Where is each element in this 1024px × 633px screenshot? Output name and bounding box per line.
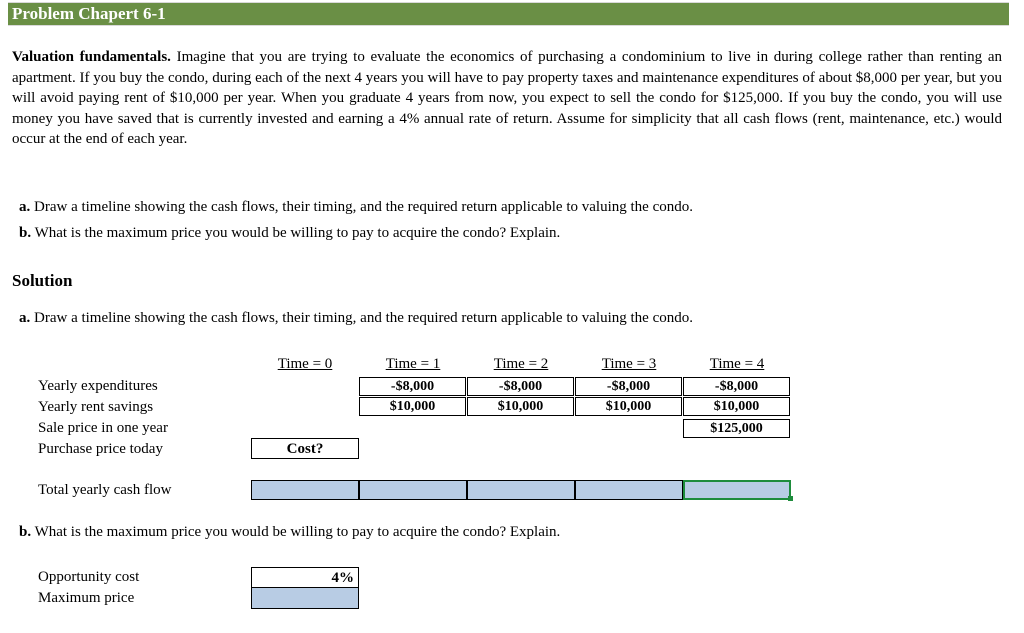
question-b-letter: b. — [19, 225, 32, 241]
solution-b-text: What is the maximum price you would be willing to pay to acquire the condo? Explain. — [31, 524, 561, 540]
timeline-header-4: Time = 4 — [709, 356, 765, 372]
total-cash-flow-cell-1[interactable] — [359, 480, 467, 500]
timeline-header-0: Time = 0 — [277, 356, 333, 372]
timeline-header-1: Time = 1 — [385, 356, 441, 372]
question-a-text: Draw a timeline showing the cash flows, their timing, and the required return applicable to valuing the condo. — [30, 199, 693, 215]
label-purchase-price: Purchase price today — [38, 441, 163, 457]
label-yearly-expenditures: Yearly expenditures — [38, 378, 158, 394]
expenditure-cell-1[interactable]: -$8,000 — [359, 377, 466, 396]
solution-a-text: Draw a timeline showing the cash flows, their timing, and the required return applicable to valuing the condo. — [30, 310, 693, 326]
rent-savings-cell-4[interactable]: $10,000 — [683, 397, 790, 416]
label-yearly-rent-savings: Yearly rent savings — [38, 399, 154, 415]
problem-title-banner — [8, 2, 1009, 26]
fill-handle[interactable] — [788, 496, 793, 501]
label-maximum-price: Maximum price — [38, 590, 135, 606]
solution-heading: Solution — [12, 271, 73, 290]
expenditure-cell-4[interactable]: -$8,000 — [683, 377, 790, 396]
opportunity-cost-cell[interactable]: 4% — [251, 567, 359, 588]
sale-price-cell[interactable]: $125,000 — [683, 419, 790, 438]
problem-heading: Valuation fundamentals. — [12, 49, 171, 65]
solution-part-a — [19, 310, 693, 327]
problem-statement — [12, 47, 1002, 150]
question-a-letter: a. — [19, 199, 31, 215]
question-b-text: What is the maximum price you would be willing to pay to acquire the condo? Explain. — [31, 225, 561, 241]
timeline-header-3: Time = 3 — [601, 356, 657, 372]
question-b — [19, 225, 560, 242]
total-cash-flow-cell-4[interactable] — [683, 480, 791, 500]
solution-b-letter: b. — [19, 524, 32, 540]
problem-body: Imagine that you are trying to evaluate the economics of purchasing a condominium to live in during college rather than renting an apartment. If you buy the condo, during each of the next 4 years you will have to pay property taxes and maintenance expenditures of about $8,000 per year, but you will avoid paying rent of $10,000 per year. When you graduate 4 years from now, you expect to sell the condo for $125,000. If you buy the condo, you will use money you have saved that is currently invested and earning a 4% annual rate of return. Assume for simplicity that all cash flows (rent, maintenance, etc.) would occur at the end of each year. — [12, 49, 1002, 148]
timeline-header-2: Time = 2 — [493, 356, 549, 372]
total-cash-flow-cell-0[interactable] — [251, 480, 359, 500]
total-cash-flow-cell-2[interactable] — [467, 480, 575, 500]
label-sale-price: Sale price in one year — [38, 420, 168, 436]
expenditure-cell-3[interactable]: -$8,000 — [575, 377, 682, 396]
label-opportunity-cost: Opportunity cost — [38, 569, 140, 585]
solution-a-letter: a. — [19, 310, 31, 326]
total-cash-flow-cell-3[interactable] — [575, 480, 683, 500]
purchase-price-cell[interactable]: Cost? — [251, 438, 359, 459]
maximum-price-cell[interactable] — [251, 588, 359, 609]
solution-part-b — [19, 524, 560, 541]
rent-savings-cell-2[interactable]: $10,000 — [467, 397, 574, 416]
rent-savings-cell-1[interactable]: $10,000 — [359, 397, 466, 416]
expenditure-cell-2[interactable]: -$8,000 — [467, 377, 574, 396]
problem-title: Problem Chapert 6-1 — [12, 4, 166, 23]
label-total-yearly-cash-flow: Total yearly cash flow — [38, 482, 172, 498]
question-a — [19, 199, 693, 216]
rent-savings-cell-3[interactable]: $10,000 — [575, 397, 682, 416]
